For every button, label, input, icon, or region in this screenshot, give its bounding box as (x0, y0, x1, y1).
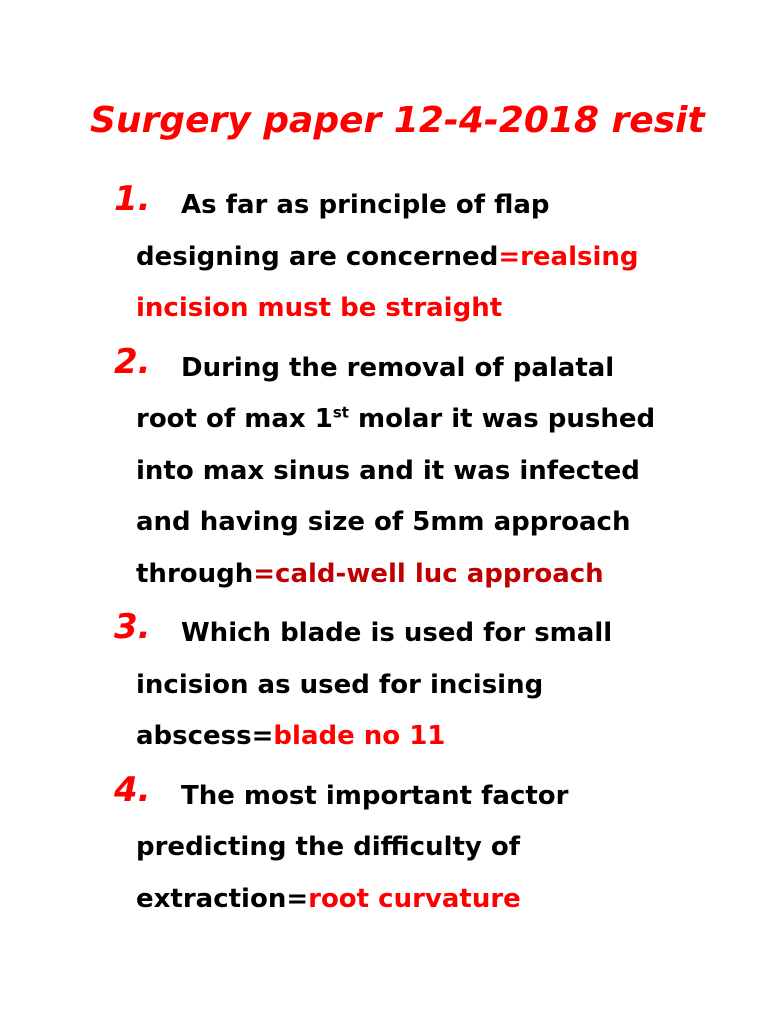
question-3 (0, 608, 676, 763)
question-answer: =cald-well luc approach (253, 558, 604, 589)
question-number: 4. (114, 769, 151, 810)
question-text: As far as principle of flap designing are concerned (136, 190, 550, 272)
question-answer: =realsing incision must be straight (136, 241, 639, 323)
question-number: 3. (114, 607, 151, 647)
question-list (0, 180, 768, 925)
question-text-continued: molar it was pushed into max sinus and it was infected and having size of 5mm approach through (136, 404, 656, 589)
question-4 (0, 771, 676, 926)
question-text: Which blade is used for small incision as used for incising abscess= (136, 618, 613, 751)
page-title: Surgery paper 12-4-2018 resit (90, 100, 705, 141)
question-text: The most important factor predicting the difficulty of extraction= (136, 780, 569, 914)
question-number: 2. (114, 341, 151, 382)
question-2 (0, 343, 676, 601)
question-answer: blade no 11 (273, 721, 446, 751)
question-1 (0, 180, 676, 335)
question-text: During the removal of palatal root of max 1 (136, 352, 615, 434)
superscript: st (332, 403, 349, 422)
question-answer: root curvature (308, 883, 521, 914)
question-number: 1. (114, 179, 151, 219)
